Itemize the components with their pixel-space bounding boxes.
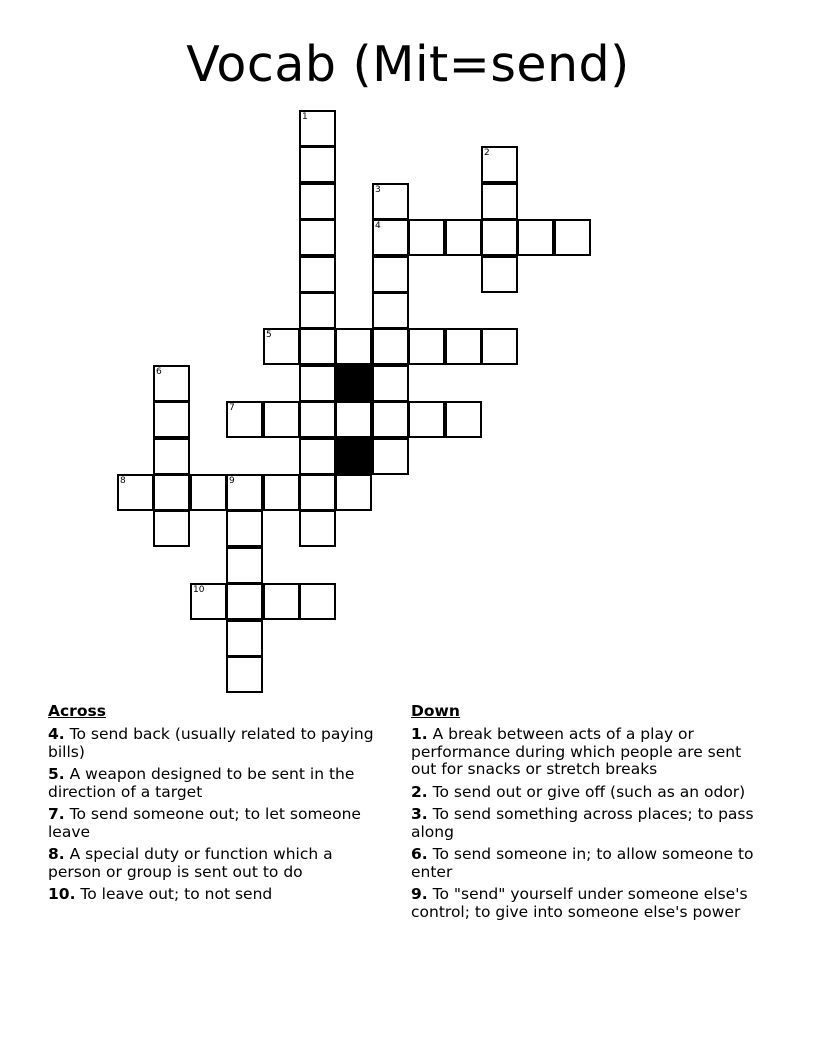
grid-cell[interactable] [408,328,445,365]
grid-cell[interactable] [226,510,263,547]
grid-cell[interactable] [299,256,336,293]
grid-cell[interactable] [335,474,372,511]
grid-cell[interactable] [263,583,300,620]
grid-cell[interactable] [372,328,409,365]
grid-cell[interactable] [408,401,445,438]
grid-cell[interactable] [445,219,482,256]
grid-cell[interactable] [299,510,336,547]
grid-cell[interactable] [372,183,409,220]
clue-number: 3 [375,185,381,195]
across-clue-10: 10. To leave out; to not send [48,885,273,903]
grid-cell[interactable] [190,583,227,620]
grid-cell[interactable] [408,219,445,256]
grid-cell[interactable] [226,583,263,620]
across-clues [48,701,388,909]
grid-cell[interactable] [335,328,372,365]
grid-cell[interactable] [153,365,190,402]
grid-cell[interactable] [445,401,482,438]
grid-cell[interactable] [481,219,518,256]
grid-cell[interactable] [263,328,300,365]
clue-number: 8 [120,476,126,486]
grid-cell[interactable] [517,219,554,256]
grid-cell[interactable] [299,292,336,329]
grid-cell[interactable] [226,620,263,657]
grid-cell[interactable] [299,219,336,256]
across-clue-7: 7. To send someone out; to let someone leave [48,805,361,841]
grid-cell[interactable] [226,401,263,438]
grid-cell[interactable] [299,146,336,183]
grid-cell[interactable] [372,292,409,329]
clue-number: 10 [193,585,205,595]
down-heading: Down [411,702,460,720]
grid-cell[interactable] [481,256,518,293]
grid-cell[interactable] [226,547,263,584]
clue-number: 7 [229,403,235,413]
grid-cell[interactable] [481,328,518,365]
grid-cell[interactable] [299,583,336,620]
across-clue-4: 4. To send back (usually related to paying bills) [48,725,374,761]
across-clue-5: 5. A weapon designed to be sent in the direction of a target [48,765,355,801]
puzzle-title: Vocab (Mit=send) [186,36,630,93]
grid-cell[interactable] [335,401,372,438]
grid-cell[interactable] [190,474,227,511]
grid-cell[interactable] [481,183,518,220]
grid-cell[interactable] [153,510,190,547]
grid-cell[interactable] [299,438,336,475]
grid-cell[interactable] [554,219,591,256]
clue-number: 1 [302,112,308,122]
clue-number: 6 [156,367,162,377]
grid-cell[interactable] [372,365,409,402]
grid-cell[interactable] [481,146,518,183]
down-clue-6: 6. To send someone in; to allow someone to enter [411,845,754,881]
grid-cell[interactable] [372,438,409,475]
grid-cell[interactable] [299,474,336,511]
grid-cell[interactable] [445,328,482,365]
clue-number: 9 [229,476,235,486]
clue-number: 4 [375,221,381,231]
down-clue-2: 2. To send out or give off (such as an odor) [411,782,746,801]
clue-number: 2 [484,148,490,158]
grid-cell[interactable] [226,474,263,511]
across-clue-8: 8. A special duty or function which a person or group is sent out to do [48,845,333,881]
across-heading: Across [48,702,106,720]
grid-cell[interactable] [226,656,263,693]
grid-cell[interactable] [372,256,409,293]
grid-cell[interactable] [299,365,336,402]
grid-cell[interactable] [117,474,154,511]
grid-cell[interactable] [299,328,336,365]
grid-cell[interactable] [299,401,336,438]
grid-cell[interactable] [299,183,336,220]
grid-cell[interactable] [372,219,409,256]
grid-cell[interactable] [263,474,300,511]
grid-cell[interactable] [372,401,409,438]
down-clues [411,701,771,926]
grid-cell[interactable] [263,401,300,438]
down-clue-9: 9. To "send" yourself under someone else's control; to give into someone else's power [411,885,748,921]
grid-cell[interactable] [153,474,190,511]
clue-number: 5 [266,330,272,340]
black-square [335,365,372,402]
black-square [335,438,372,475]
grid-cell[interactable] [299,110,336,147]
grid-cell[interactable] [153,401,190,438]
down-clue-1: 1. A break between acts of a play or performance during which people are sent out for snacks or stretch breaks [411,725,742,778]
grid-cell[interactable] [153,438,190,475]
down-clue-3: 3. To send something across places; to pass along [411,805,754,841]
